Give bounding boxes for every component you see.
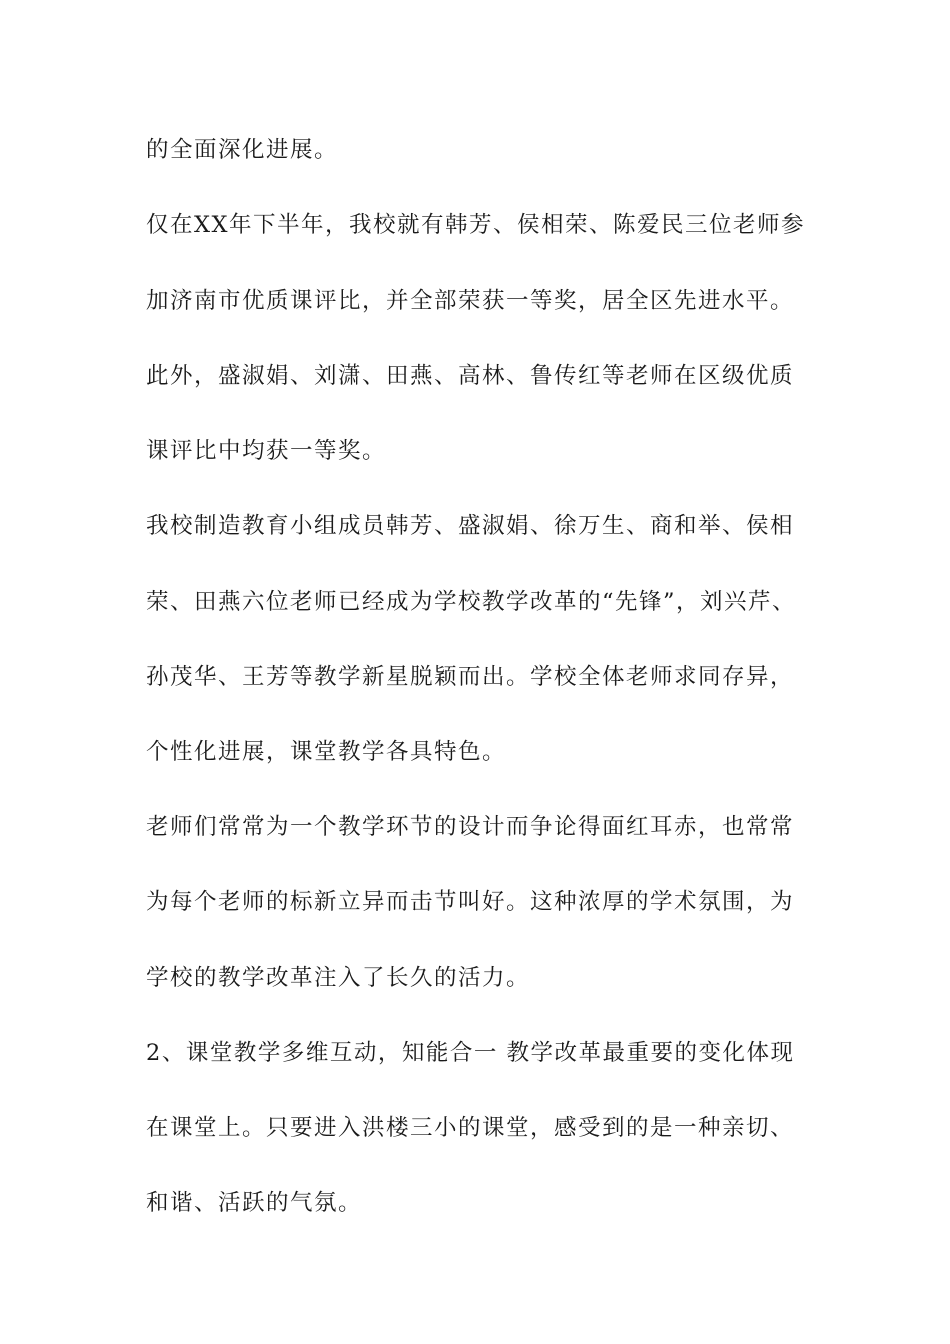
text-line: 仅在XX年下半年，我校就有韩芳、侯相荣、陈爱民三位老师参 xyxy=(146,212,806,238)
text-line: 课评比中均获一等奖。 xyxy=(146,438,387,464)
text-line: 2、课堂教学多维互动，知能合一 教学改革最重要的变化体现 xyxy=(146,1040,795,1066)
text-line: 的全面深化进展。 xyxy=(146,137,339,163)
text-line: 和谐、活跃的气氛。 xyxy=(146,1190,363,1216)
text-line: 荣、田燕六位老师已经成为学校教学改革的“先锋”，刘兴芹、 xyxy=(146,589,797,615)
text-line: 在课堂上。只要进入洪楼三小的课堂，感受到的是一种亲切、 xyxy=(146,1115,795,1141)
text-line: 此外，盛淑娟、刘潇、田燕、高林、鲁传红等老师在区级优质 xyxy=(146,363,795,389)
text-line: 个性化进展，课堂教学各具特色。 xyxy=(146,739,507,765)
text-line: 为每个老师的标新立异而击节叫好。这种浓厚的学术氛围，为 xyxy=(146,889,795,915)
text-line: 老师们常常为一个教学环节的设计而争论得面红耳赤，也常常 xyxy=(146,814,795,840)
text-line: 我校制造教育小组成员韩芳、盛淑娟、徐万生、商和举、侯相 xyxy=(146,513,795,539)
text-line: 加济南市优质课评比，并全部荣获一等奖，居全区先进水平。 xyxy=(146,288,795,314)
text-line: 孙茂华、王芳等教学新星脱颖而出。学校全体老师求同存异， xyxy=(146,664,795,690)
text-line: 学校的教学改革注入了长久的活力。 xyxy=(146,965,531,991)
